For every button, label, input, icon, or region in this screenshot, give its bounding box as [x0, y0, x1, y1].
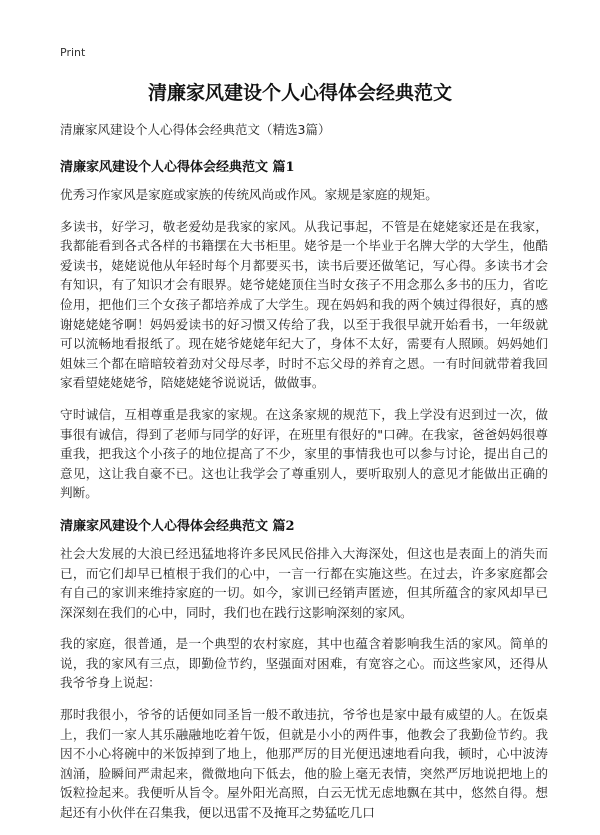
section-heading: 清廉家风建设个人心得体会经典范文 篇2: [60, 518, 295, 534]
paragraph: 那时我很小，爷爷的话便如同圣旨一般不敢违抗，爷爷也是家中最有威望的人。在饭桌上，我们一家人其乐融融地吃着午饭，但就是小小的两件事，他教会了我勤俭节约。我因不小心将碗中的米饭掉到了地上，他那严厉的目光便迅速地看向我，顿时，心中波涛汹涌，脸瞬间严肃起来，微微地向下低去，他的脸上毫无表情，突然严厉地说把地上的饭粒捡起来。我便听从旨令。屋外阳光高照，白云无忧无虑地飘在其中，悠然自得。想起还有小伙伴在召集我，便以迅雷不及掩耳之势猛吃几口: [60, 707, 548, 821]
section-heading: 清廉家风建设个人心得体会经典范文 篇1: [60, 160, 295, 175]
paragraph: 守时诚信，互相尊重是我家的家规。在这条家规的规范下，我上学没有迟到过一次，做事很有诚信，得到了老师与同学的好评，在班里有很好的"口碑。在我家，爸爸妈妈很尊重我，把我这个小孩子的地位提高了不少，家里的事情我也可以参与讨论，提出自己的意见，这让我自豪不已。这也让我学会了尊重别人，要听取别人的意见才能做出正确的判断。: [60, 406, 548, 501]
print-link[interactable]: Print: [60, 46, 86, 59]
article-subtitle: 清廉家风建设个人心得体会经典范文（精选3篇）: [60, 122, 331, 137]
page-title: 清廉家风建设个人心得体会经典范文: [147, 82, 452, 104]
paragraph: 优秀习作家风是家庭或家族的传统风尚或作风。家规是家庭的规矩。: [60, 187, 438, 202]
paragraph: 我的家庭，很普通，是一个典型的农村家庭，其中也蕴含着影响我生活的家风。简单的说，我的家风有三点，即勤俭节约，坚强面对困难，有宽容之心。而这些家风，还得从我爷爷身上说起：: [60, 636, 548, 691]
section-2: [60, 515, 548, 823]
section-1: [60, 156, 548, 503]
article-body: [60, 120, 548, 835]
paragraph: 多读书，好学习，敬老爱幼是我家的家风。从我记事起，不管是在姥姥家还是在我家，我都能看到各式各样的书籍摆在大书柜里。姥爷是一个毕业于名牌大学的大学生，他酷爱读书，姥姥说他从年轻时每个月都要买书，读书后要还做笔记，写心得。多读书才会有知识，有了知识才会有眼界。姥爷姥姥顶住当时女孩子不用念那么多书的压力，省吃俭用，把他们三个女孩子都培养成了大学生。现在妈妈和我的两个姨过得很好，真的感谢姥姥姥爷啊！妈妈爱读书的好习惯又传给了我，以至于我很早就开始看书，一年级就可以流畅地看报纸了。现在姥爷姥姥年纪大了，身体不太好，需要有人照顾。妈妈她们姐妹三个都在暗暗较着劲对父母尽孝，时时不忘父母的养育之恩。一有时间就带着我回家看望姥姥姥爷，陪姥姥姥爷说说话，做做事。: [60, 218, 548, 391]
paragraph: 社会大发展的大浪已经迅猛地将许多民风民俗排入大海深处，但这也是表面上的消失而已，而它们却早已植根于我们的心中，一言一行都在实施这些。在过去，许多家庭都会有自己的家训来维持家庭的一切。如今，家训已经销声匿迹，但其所蕴含的家风却早已深深刻在我们的心中，同时，我们也在践行这影响深刻的家风。: [60, 545, 548, 620]
